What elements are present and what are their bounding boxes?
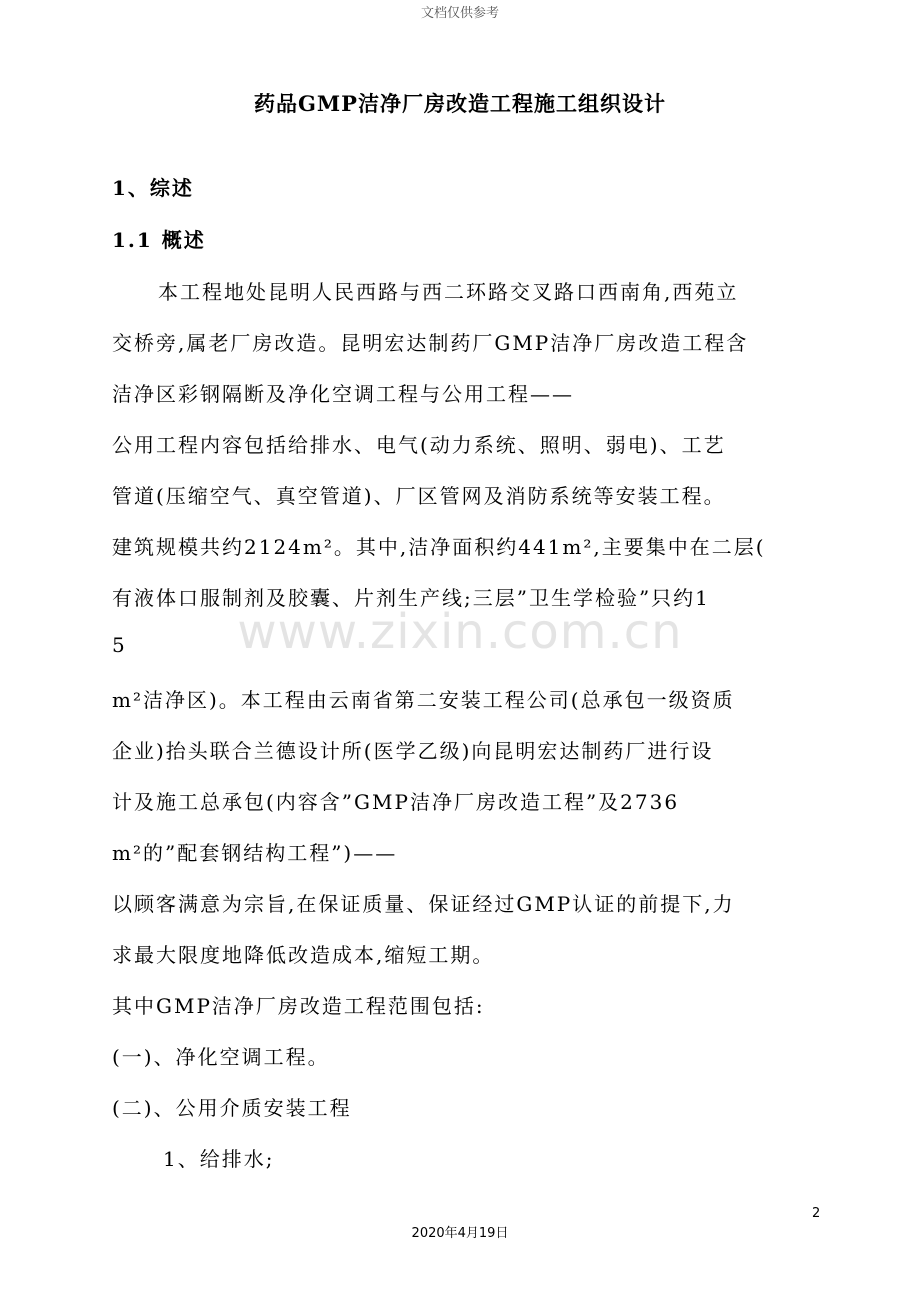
paragraph-line: 求最大限度地降低改造成本,缩短工期。 [112, 943, 495, 967]
paragraph-line: 建筑规模共约2124m²。其中,洁净面积约441m²,主要集中在二层( [112, 535, 766, 559]
paragraph-line: 公用工程内容包括给排水、电气(动力系统、照明、弱电)、工艺 [112, 433, 726, 457]
section-heading-1-1: 1.1 概述 [112, 228, 206, 252]
paragraph-line: m²的”配套钢结构工程”)—— [112, 841, 398, 865]
paragraph-line: 5 [112, 633, 127, 657]
paragraph-line: 其中GMP洁净厂房改造工程范围包括: [112, 994, 485, 1018]
paragraph-line: 本工程地处昆明人民西路与西二环路交叉路口西南角,西苑立 [158, 280, 739, 304]
paragraph-line: 有液体口服制剂及胶囊、片剂生产线;三层”卫生学检验”只约1 [112, 586, 710, 610]
paragraph-line: 交桥旁,属老厂房改造。昆明宏达制药厂GMP洁净厂房改造工程含 [112, 331, 749, 355]
paragraph-line: 洁净区彩钢隔断及净化空调工程与公用工程—— [112, 382, 574, 406]
footer-date: 2020年4月19日 [411, 1226, 509, 1241]
paragraph-line: 计及施工总承包(内容含”GMP洁净厂房改造工程”及2736 [112, 790, 680, 814]
list-item: (二)、公用介质安装工程 [112, 1096, 352, 1120]
watermark: www.zixin.com.cn [237, 604, 683, 660]
document-title: 药品GMP洁净厂房改造工程施工组织设计 [254, 91, 666, 116]
page-number: 2 [812, 1206, 821, 1221]
paragraph-line: m²洁净区)。本工程由云南省第二安装工程公司(总承包一级资质 [112, 688, 735, 712]
page-header: 文档仅供参考 [420, 6, 499, 21]
paragraph-line: 管道(压缩空气、真空管道)、厂区管网及消防系统等安装工程。 [112, 484, 726, 508]
list-item: 1、给排水; [163, 1147, 275, 1171]
paragraph-line: 以顾客满意为宗旨,在保证质量、保证经过GMP认证的前提下,力 [112, 892, 735, 916]
paragraph-line: 企业)抬头联合兰德设计所(医学乙级)向昆明宏达制药厂进行设 [112, 739, 714, 763]
list-item: (一)、净化空调工程。 [112, 1045, 330, 1069]
section-heading-1: 1、综述 [112, 176, 194, 200]
